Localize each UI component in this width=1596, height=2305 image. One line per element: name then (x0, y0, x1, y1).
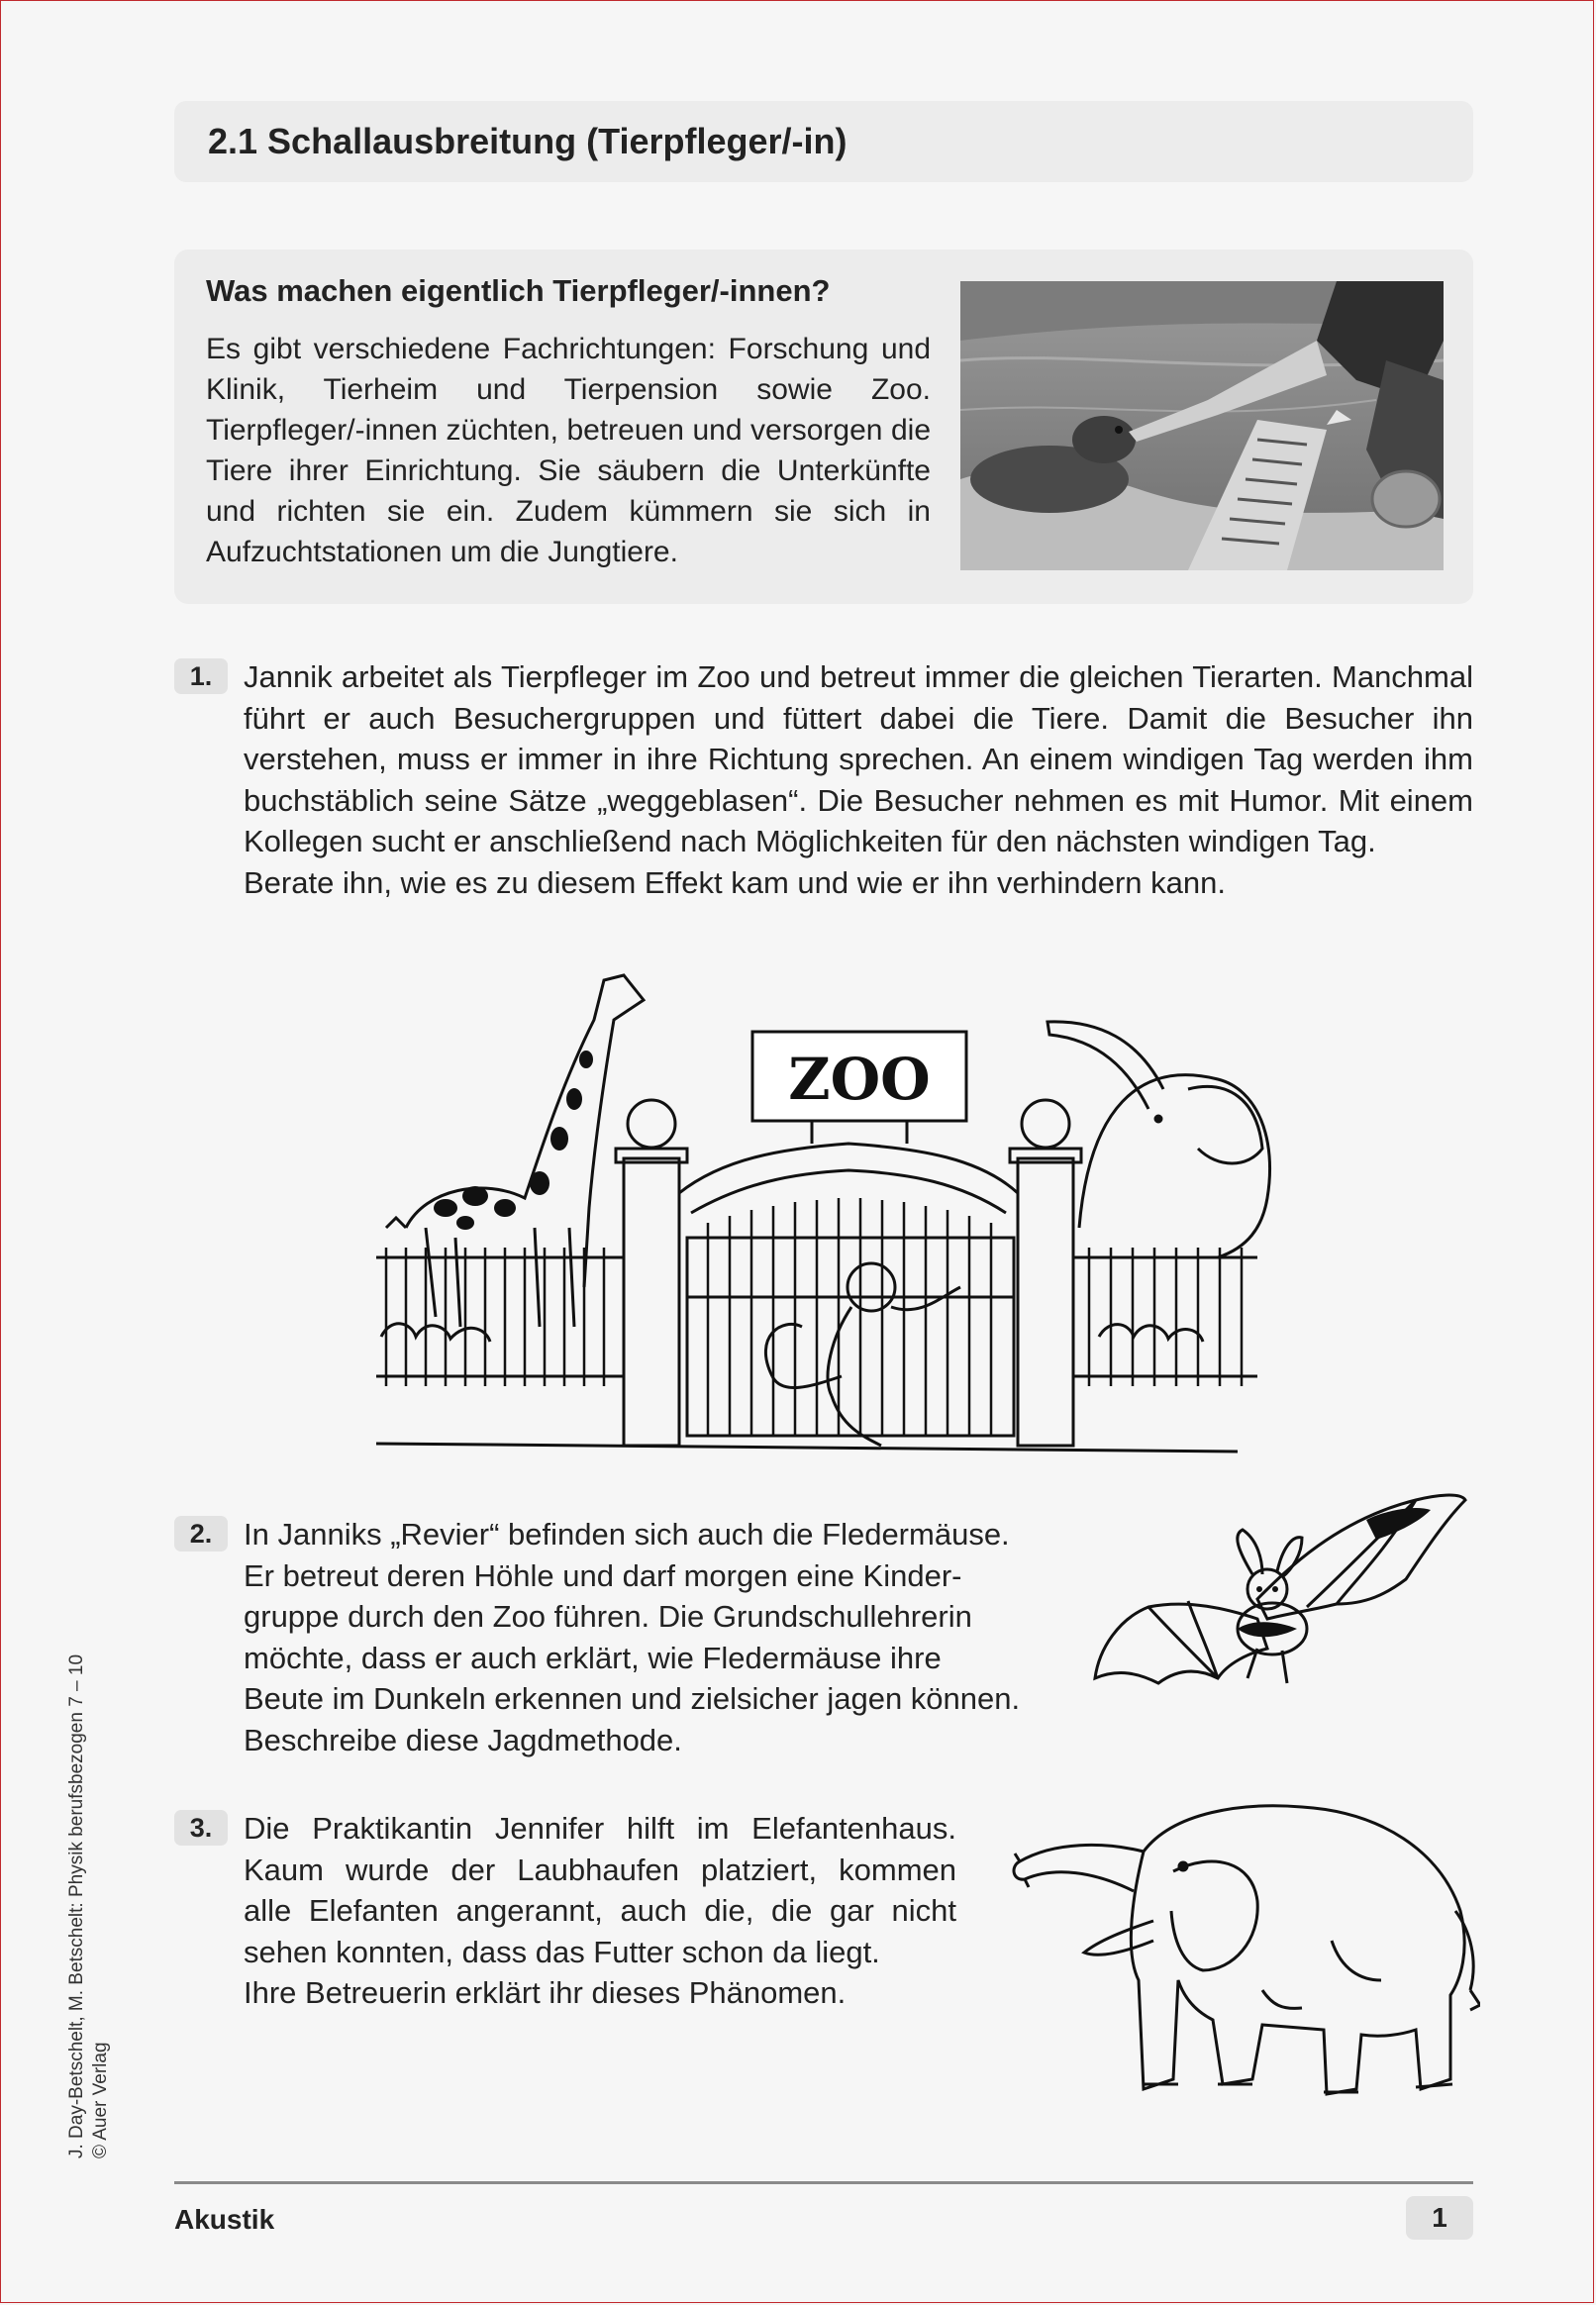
task-line: sehen konnten, dass das Futter schon da liegt. (244, 1934, 880, 1969)
section-title-bar (174, 101, 1473, 182)
zoo-sign-text: ZOO (788, 1046, 931, 1113)
task-number: 2. (174, 1516, 228, 1552)
info-body: Es gibt verschiedene Fachrichtungen: Forschung und Klinik, Tierheim und Tierpension sowie Zoo. Tierpfleger/-innen züchten, betreuen und versorgen die Tiere ihrer Einrichtung. Sie säubern die Unterkünfte und richten sie ein. Zudem kümmern sie sich in Aufzuchtstationen um die Jungtiere. (206, 333, 931, 568)
task-line: In Janniks „Revier“ befinden sich auch die Fledermäuse. (244, 1517, 1010, 1552)
task-line: alle Elefanten angerannt, auch die, die gar nicht (244, 1893, 956, 1928)
task-text (244, 1808, 956, 2014)
task-line: gruppe durch den Zoo führen. Die Grundschullehrerin (244, 1599, 972, 1634)
task-text (244, 1514, 1135, 1760)
elephant-illustration (1005, 1782, 1480, 2109)
task-body: Jannik arbeitet als Tierpfleger im Zoo und betreut immer die gleichen Tierarten. Manchmal führt er auch Besuchergruppen und füttert dabei die Tiere. Damit die Besucher ihn verstehen, muss er immer in ihre Richtung sprechen. An einem windigen Tag werden ihm buchstäblich seine Sätze „weggeblasen“. Die Besucher nehmen es mit Humor. Mit einem Kollegen sucht er anschließend nach Möglichkeiten für den nächsten windigen Tag. (244, 659, 1473, 858)
task-line: Beschreibe diese Jagdmethode. (244, 1722, 682, 1757)
zoo-gate-illustration (366, 960, 1287, 1465)
task-text (244, 656, 1473, 903)
bat-illustration (1089, 1480, 1475, 1708)
task-line: möchte, dass er auch erklärt, wie Fledermäuse ihre (244, 1640, 942, 1675)
credit-publisher: © Auer Verlag (90, 2042, 111, 2158)
zookeeper-seal-photo (960, 281, 1444, 570)
info-box (174, 250, 1473, 604)
section-title: 2.1 Schallausbreitung (Tierpfleger/-in) (208, 121, 848, 161)
credit-authors: J. Day-Betschelt, M. Betschelt: Physik berufsbezogen 7 – 10 (66, 1654, 87, 2158)
task-line: Die Praktikantin Jennifer hilft im Elefantenhaus. (244, 1811, 956, 1846)
footer-chapter-title: Akustik (174, 2204, 275, 2235)
footer-divider (174, 2181, 1473, 2184)
task-instruction: Berate ihn, wie es zu diesem Effekt kam und wie er ihn verhindern kann. (244, 864, 1226, 900)
info-heading: Was machen eigentlich Tierpfleger/-innen? (206, 273, 831, 308)
task-number: 3. (174, 1810, 228, 1846)
task-line: Er betreut deren Höhle und darf morgen eine Kinder- (244, 1557, 962, 1593)
task-line: Beute im Dunkeln erkennen und zielsicher jagen können. (244, 1681, 1021, 1716)
side-credit (65, 1654, 113, 2158)
task-number: 1. (174, 658, 228, 694)
task-line: Ihre Betreuerin erklärt ihr dieses Phänomen. (244, 1975, 847, 2010)
page-number: 1 (1406, 2196, 1473, 2240)
task-line: Kaum wurde der Laubhaufen platziert, kommen (244, 1852, 956, 1887)
